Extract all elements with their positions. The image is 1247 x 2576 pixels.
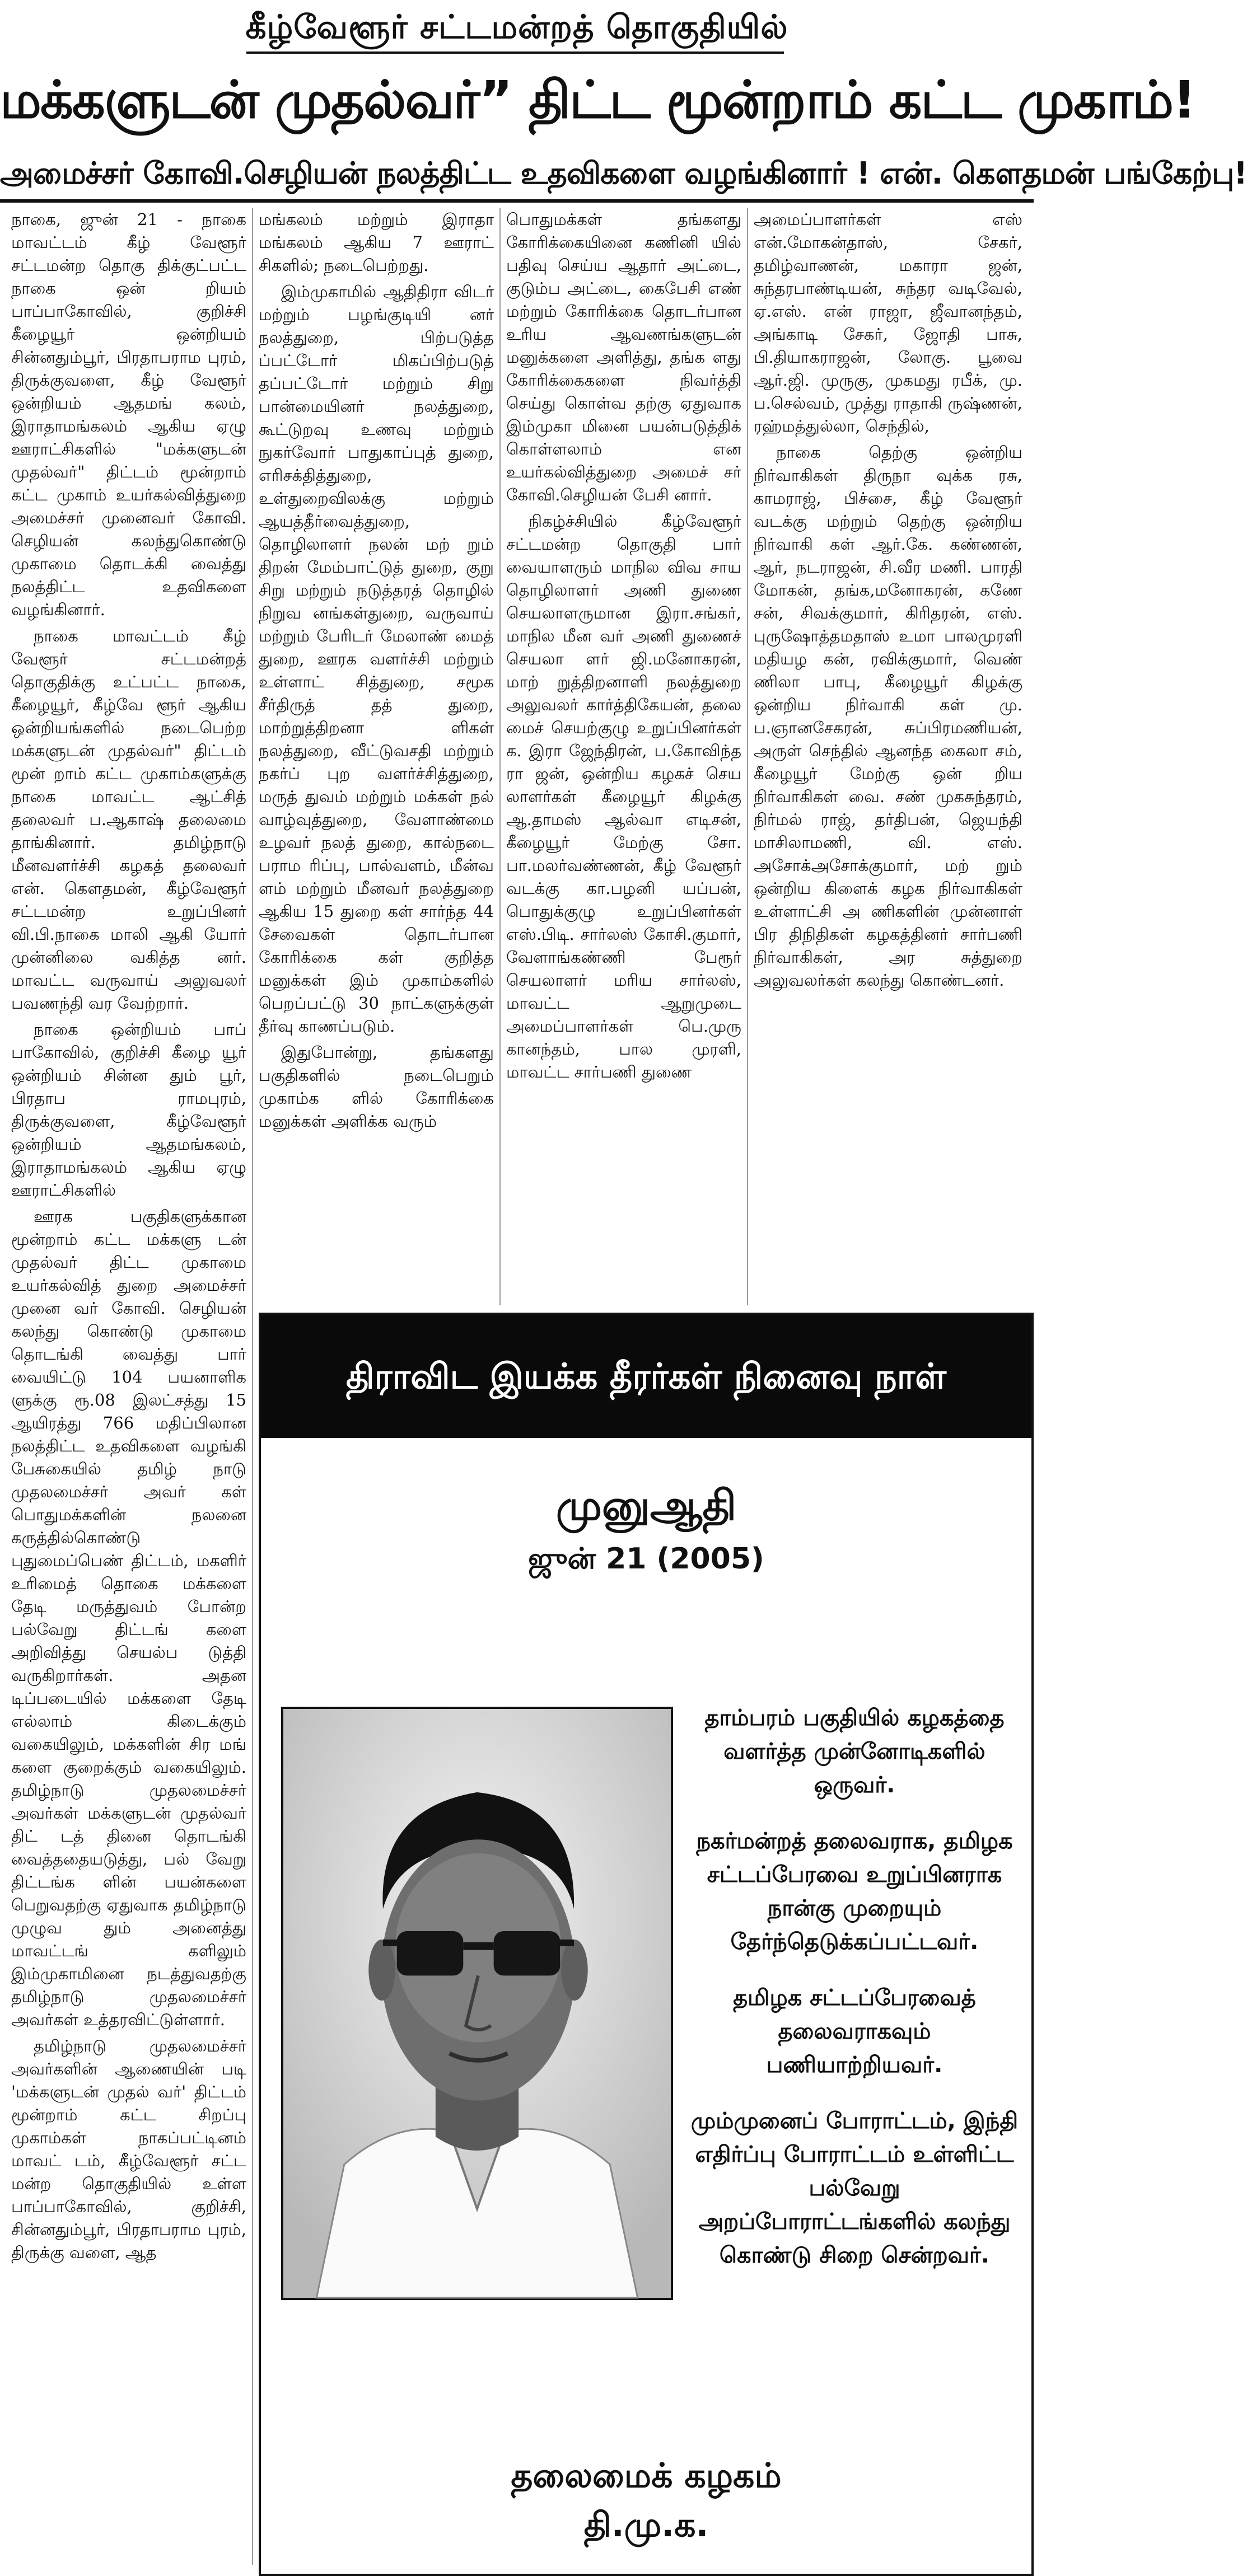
paragraph: தமிழ்நாடு முதலமைச்சர் அவர்களின் ஆணையின் படி 'மக்களுடன் முதல் வர்' திட்டம் மூன்றாம் கட்ட சிறப்பு முகாம்கள் நாகப்பட்டினம் மாவட் டம், கீழ்வேளூர் சட்ட மன்ற தொகுதியில் உள்ள பாப்பாகோவில், குறிச்சி, சின்னதும்பூர், பிரதாபராம புரம், திருக்கு வளை, ஆத	[11, 2036, 246, 2262]
memorial-text: தமிழக சட்டப்பேரவைத் தலைவராகவும் பணியாற்றியவர்.	[733, 1985, 976, 2078]
signature-org: தலைமைக் கழகம்	[511, 2456, 782, 2495]
memorial-text: நகர்மன்றத் தலைவராக, தமிழக சட்டப்பேரவை உறுப்பினராக நான்கு முறையும் தேர்ந்தெடுக்கப்பட்டவர்.	[696, 1828, 1013, 1955]
signature-party: தி.மு.க.	[583, 2505, 709, 2545]
portrait-illustration	[283, 1709, 671, 2298]
memorial-text: தாம்பரம் பகுதியில் கழகத்தை வளர்த்த முன்னோடிகளில் ஒருவர்.	[704, 1705, 1005, 1798]
column-divider	[252, 208, 253, 2565]
paragraph: நிகழ்ச்சியில் கீழ்வேளூர் சட்டமன்ற தொகுதி பார் வையாளரும் மாநில விவ சாய தொழிலாளர் அணி துணை செயலாளருமான இரா.சங்கர், மாநில மீன வர் அணி துணைச் செயலா ளர் ஜி.மனோகரன், மாற் றுத்திறனாளி நலத்துறை அலுவலர் கார்த்திகேயன், தலை மைச் செயற்குழு உறுப்பினர்கள் க. இரா ஜேந்திரன், ப.கோவிந்த ரா ஜன், ஒன்றிய கழகச் செய லாளர்கள் கீழையூர் கிழக்கு ஆ.தாமஸ் ஆல்வா எடிசன், கீழையூர் மேற்கு சோ. பா.மலர்வண்ணன், கீழ் வேளூர் வடக்கு கா.பழனி யப்பன், பொதுக்குழு உறுப்பினர்கள் எஸ்.பிடி. சார்லஸ் கோசி.குமார், வேளாங்கண்ணி பேரூர் செயலாளர் மரிய சார்லஸ், மாவட்ட ஆறுமுடை அமைப்பாளர்கள் பெ.முரு கானந்தம், பால முரளி, மாவட்ட சார்பணி துணை	[506, 512, 741, 1081]
memorial-signature	[261, 2451, 1031, 2550]
headline: மக்களுடன் முதல்வர்” திட்ட மூன்றாம் கட்ட முகாம்!	[0, 70, 1195, 130]
paragraph: இதுபோன்று, தங்களது பகுதிகளில் நடைபெறும் முகாம்க ளில் கோரிக்கை மனுக்கள் அளிக்க வரும்	[259, 1043, 494, 1131]
article-column-1	[11, 208, 246, 2565]
paragraph: மங்கலம் மற்றும் இராதா மங்கலம் ஆகிய 7 ஊராட் சிகளில்; நடைபெற்றது.	[259, 210, 494, 275]
kicker-rule	[246, 51, 784, 54]
column-divider	[499, 208, 501, 1305]
memorial-box	[259, 1313, 1034, 2576]
paragraph: நாகை ஒன்றியம் பாப் பாகோவில், குறிச்சி கீழை யூர் ஒன்றியம் சின்ன தும் பூர், பிரதாப ராமபுரம், திருக்குவளை, கீழ்வேளூர் ஒன்றியம் ஆதமங்கலம், இராதாமங்கலம் ஆகிய ஏழு ஊராட்சிகளில்	[11, 1020, 246, 1200]
paragraph: இம்முகாமில் ஆதிதிரா விடர் மற்றும் பழங்குடியி னர் நலத்துறை, பிற்படுத்த ப்பட்டோர் மிகப்பிற்படுத் தப்பட்டோர் மற்றும் சிறு பான்மையினர் நலத்துறை, கூட்டுறவு உணவு மற்றும் நுகர்வோர் பாதுகாப்புத் துறை, எரிசக்தித்துறை, உள்துறைவிலக்கு மற்றும் ஆயத்தீர்வைத்துறை, தொழிலாளர் நலன் மற் றும் திறன் மேம்பாட்டுத் துறை, குறு சிறு மற்றும் நடுத்தரத் தொழில் நிறுவ னங்கள்துறை, வருவாய் மற்றும் பேரிடர் மேலாண் மைத் துறை, ஊரக வளர்ச்சி மற்றும் உள்ளாட் சித்துறை, சமூக சீர்திருத் தத் துறை, மாற்றுத்திறனா ளிகள் நலத்துறை, வீட்டுவசதி மற்றும் நகர்ப் புற வளர்ச்சித்துறை, மருத் துவம் மற்றும் மக்கள் நல் வாழ்வுத்துறை, வேளாண்மை உழவர் நலத் துறை, கால்நடை பராம ரிப்பு, பால்வளம், மீன்வ ளம் மற்றும் மீனவர் நலத்துறை ஆகிய 15 துறை கள் சார்ந்த 44 சேவைகள் தொடர்பான கோரிக்கை கள் குறித்த மனுக்கள் இம் முகாம்களில் பெறப்பட்டு 30 நாட்களுக்குள் தீர்வு காணப்படும்.	[259, 282, 494, 1036]
article-column-4	[754, 208, 1022, 1305]
paragraph: நாகை, ஜுன் 21 - நாகை மாவட்டம் கீழ் வேளூர் சட்டமன்ற தொகு திக்குட்பட்ட நாகை ஒன் றியம் பாப்பாகோவில், குறிச்சி கீழையூர் ஒன்றியம் சின்னதும்பூர், பிரதாபராம புரம், திருக்குவளை, கீழ் வேளூர் ஒன்றியம் ஆதமங் கலம், இராதாமங்கலம் ஆகிய ஏழு ஊராட்சிகளில் "மக்களுடன் முதல்வர்" திட்டம் மூன்றாம் கட்ட முகாம் உயர்கல்வித்துறை அமைச்சர் முனைவர் கோவி. செழியன் கலந்துகொண்டு முகாமை தொடக்கி வைத்து நலத்திட்ட உதவிகளை வழங்கினார்.	[11, 210, 246, 619]
article-column-2	[259, 208, 494, 1305]
memorial-date: ஜுன் 21 (2005)	[528, 1542, 764, 1576]
paragraph: நாகை தெற்கு ஒன்றிய நிர்வாகிகள் திருநா வுக்க ரசு, காமராஜ், பிச்சை, கீழ் வேளூர் வடக்கு மற்றும் தெற்கு ஒன்றிய நிர்வாகி கள் ஆர்.கே. கண்ணன், ஆர், நடராஜன், சி.வீர மணி. பாரதி மோகன், தங்க,மனோகரன், கணே சன், சிவக்குமார், கிரிதரன், எஸ். புருஷோத்தமதாஸ் உமா பாலமுரளி மதியழ கன், ரவிக்குமார், வெண் ணிலா பாபு, கீழையூர் கிழக்கு ஒன்றிய நிர்வாகி கள் மு. ப.ஞானசேகரன், சுப்பிரமணியன், அருள் செந்தில் ஆனந்த கைலா சம், கீழையூர் மேற்கு ஒன் றிய நிர்வாகிகள் வை. சண் முகசுந்தரம், நிர்மல் ராஜ், தர்திபன், ஜெயந்தி மாசிலாமணி, வி. எஸ். அசோக்அசோக்குமார், மற் றும் ஒன்றிய கிளைக் கழக நிர்வாகிகள் உள்ளாட்சி அ ணிகளின் முன்னாள் பிர திநிதிகள் கழகத்தினர் சார்பணி நிர்வாகிகள், அர சுத்துறை அலுவலர்கள் கலந்து கொண்டனர்.	[754, 443, 1022, 990]
kicker-line: கீழ்வேளூர் சட்டமன்றத் தொகுதியில்	[245, 8, 788, 46]
memorial-banner: திராவிட இயக்க தீரர்கள் நினைவு நாள்	[261, 1315, 1031, 1438]
paragraph: பொதுமக்கள் தங்களது கோரிக்கையினை கணினி யில் பதிவு செய்ய ஆதார் அட்டை, குடும்ப அட்டை, கைபேசி எண் மற்றும் கோரிக்கை தொடர்பான உரிய ஆவணங்களுடன் மனுக்களை அளித்து, தங்க ளது கோரிக்கைகளை நிவர்த்தி செய்து கொள்வ தற்கு ஏதுவாக இம்முகா மினை பயன்படுத்திக் கொள்ளலாம் என உயர்கல்வித்துறை அமைச் சர் கோவி.செழியன் பேசி னார்.	[506, 210, 741, 504]
header-rule	[0, 199, 1034, 203]
memorial-description	[686, 1701, 1022, 2294]
paragraph: அமைப்பாளர்கள் எஸ் என்.மோகன்தாஸ், சேகர், தமிழ்வாணன், மகாரா ஜன், சுந்தரபாண்டியன், சுந்தர வடிவேல், ஏ.எஸ். என் ராஜா, ஜீவானந்தம், அங்காடி சேகர், ஜோதி பாசு, பி.தியாகராஜன், லோகு. பூவை ஆர்.ஜி. முருகு, முகமது ரபீக், மு. ப.செல்வம், முத்து ராதாகி ருஷ்ணன், ரஹ்மத்துல்லா, செந்தில்,	[754, 210, 1022, 435]
memorial-text: மும்முனைப் போராட்டம், இந்தி எதிர்ப்பு போராட்டம் உள்ளிட்ட பல்வேறு அறப்போராட்டங்களில் கலந்து கொண்டு சிறை சென்றவர்.	[690, 2108, 1019, 2268]
portrait-photo	[281, 1707, 673, 2300]
paragraph: நாகை மாவட்டம் கீழ் வேளூர் சட்டமன்றத் தொகுதிக்கு உட்பட்ட நாகை, கீழையூர், கீழ்வே ளூர் ஆகிய ஒன்றியங்களில் நடைபெற்ற மக்களுடன் முதல்வர்" திட்டம் மூன் றாம் கட்ட முகாம்களுக்கு நாகை மாவட்ட ஆட்சித் தலைவர் ப.ஆகாஷ் தலைமை தாங்கினார். தமிழ்நாடு மீனவளர்ச்சி கழகத் தலைவர் என். கௌதமன், கீழ்வேளூர் சட்டமன்ற உறுப்பினர் வி.பி.நாகை மாலி ஆகி யோர் முன்னிலை வகித்த னர். மாவட்ட வருவாய் அலுவலர் பவணந்தி வர வேற்றார்.	[11, 626, 246, 1013]
memorial-name: முனுஆதி	[555, 1482, 737, 1530]
column-divider	[747, 208, 748, 1305]
paragraph: ஊரக பகுதிகளுக்கான மூன்றாம் கட்ட மக்களு டன் முதல்வர் திட்ட முகாமை உயர்கல்வித் துறை அமைச்சர் முனை வர் கோவி. செழியன் கலந்து கொண்டு முகாமை தொடங்கி வைத்து பார் வையிட்டு 104 பயனாளிக ளுக்கு ரூ.08 இலட்சத்து 15 ஆயிரத்து 766 மதிப்பிலான நலத்திட்ட உதவிகளை வழங்கி பேசுகையில் தமிழ் நாடு முதலமைச்சர் அவர் கள் பொதுமக்களின் நலனை கருத்தில்கொண்டு புதுமைப்பெண் திட்டம், மகளிர் உரிமைத் தொகை மக்களை தேடி மருத்துவம் போன்ற பல்வேறு திட்டங் களை அறிவித்து செயல்ப டுத்தி வருகிறார்கள். அதன டிப்படையில் மக்களை தேடி எல்லாம் கிடைக்கும் வகையிலும், மக்களின் சிர மங் களை குறைக்கும் வகையிலும். தமிழ்நாடு முதலமைச்சர் அவர்கள் மக்களுடன் முதல்வர் திட் டத் தினை தொடங்கி வைத்ததையடுத்து, பல் வேறு திட்டங்க ளின் பயன்களை பெறுவதற்கு ஏதுவாக தமிழ்நாடு முழுவ தும் அனைத்து மாவட்டங் களிலும் இம்முகாமினை நடத்துவதற்கு தமிழ்நாடு முதலமைச்சர் அவர்கள் உத்தரவிட்டுள்ளார்.	[11, 1207, 246, 2029]
subheadline: அமைச்சர் கோவி.செழியன் நலத்திட்ட உதவிகளை வழங்கினார் ! என். கௌதமன் பங்கேற்பு!	[0, 156, 1247, 191]
article-column-3	[506, 208, 741, 1305]
